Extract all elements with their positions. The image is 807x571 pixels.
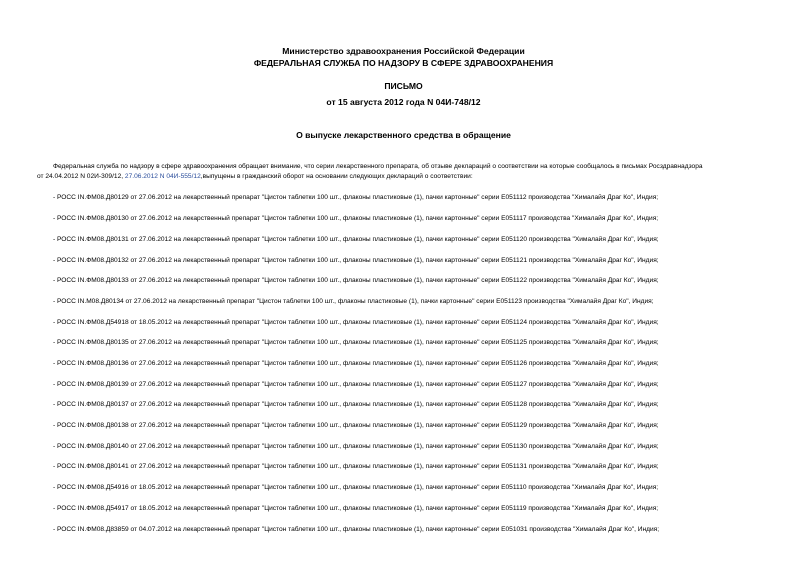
list-item: - РОСС IN.ФМ08.Д80133 от 27.06.2012 на лекарственный препарат "Цистон таблетки 100 шт., флаконы пластиковые (1), пачки картонные" серии Е051122 производства "Хималайя Драг Ко", Индия; — [53, 277, 659, 284]
list-item: - РОСС IN.М08.Д80134 от 27.06.2012 на лекарственный препарат "Цистон таблетки 100 шт., флаконы пластиковые (1), пачки картонные" серии Е051123 производства "Хималайя Драг Ко", Индия; — [53, 298, 654, 305]
document-subject: О выпуске лекарственного средства в обращение — [296, 130, 511, 140]
list-item: - РОСС IN.ФМ08.Д80131 от 27.06.2012 на лекарственный препарат "Цистон таблетки 100 шт., флаконы пластиковые (1), пачки картонные" серии Е051120 производства "Хималайя Драг Ко", Индия; — [53, 236, 659, 243]
ministry-name: Министерство здравоохранения Российской Федерации — [282, 46, 525, 56]
intro-line-1: Федеральная служба по надзору в сфере здравоохранения обращает внимание, что серии лекарственного препарата, об отзыве деклараций о соответствии на которые сообщалось в письмах Росздравнадзора — [53, 163, 703, 170]
list-item: - РОСС IN.ФМ08.Д80136 от 27.06.2012 на лекарственный препарат "Цистон таблетки 100 шт., флаконы пластиковые (1), пачки картонные" серии Е051126 производства "Хималайя Драг Ко", Индия; — [53, 360, 659, 367]
list-item: - РОСС IN.ФМ08.Д80129 от 27.06.2012 на лекарственный препарат "Цистон таблетки 100 шт., флаконы пластиковые (1), пачки картонные" серии Е051112 производства "Хималайя Драг Ко", Индия; — [53, 194, 659, 201]
list-item: - РОСС IN.ФМ08.Д54918 от 18.05.2012 на лекарственный препарат "Цистон таблетки 100 шт., флаконы пластиковые (1), пачки картонные" серии Е051124 производства "Хималайя Драг Ко", Индия; — [53, 319, 659, 326]
list-item: - РОСС IN.ФМ08.Д80130 от 27.06.2012 на лекарственный препарат "Цистон таблетки 100 шт., флаконы пластиковые (1), пачки картонные" серии Е051117 производства "Хималайя Драг Ко", Индия; — [53, 215, 659, 222]
list-item: - РОСС IN.ФМ08.Д54917 от 18.05.2012 на лекарственный препарат "Цистон таблетки 100 шт., флаконы пластиковые (1), пачки картонные" серии Е051119 производства "Хималайя Драг Ко", Индия; — [53, 505, 659, 512]
intro-line-2-start: от 24.04.2012 N 02И-309/12, — [37, 173, 125, 180]
intro-line-2 — [37, 172, 777, 182]
list-item: - РОСС IN.ФМ08.Д80137 от 27.06.2012 на лекарственный препарат "Цистон таблетки 100 шт., флаконы пластиковые (1), пачки картонные" серии Е051128 производства "Хималайя Драг Ко", Индия; — [53, 401, 659, 408]
list-item: - РОСС IN.ФМ08.Д80138 от 27.06.2012 на лекарственный препарат "Цистон таблетки 100 шт., флаконы пластиковые (1), пачки картонные" серии Е051129 производства "Хималайя Драг Ко", Индия; — [53, 422, 659, 429]
letter-link[interactable]: 27.06.2012 N 04И-555/12 — [124, 173, 201, 180]
list-item: - РОСС IN.ФМ08.Д80140 от 27.06.2012 на лекарственный препарат "Цистон таблетки 100 шт., флаконы пластиковые (1), пачки картонные" серии Е051130 производства "Хималайя Драг Ко", Индия; — [53, 443, 659, 450]
list-item: - РОСС IN.ФМ08.Д83859 от 04.07.2012 на лекарственный препарат "Цистон таблетки 100 шт., флаконы пластиковые (1), пачки картонные" серии Е051031 производства "Хималайя Драг Ко", Индия; — [53, 526, 660, 533]
list-item: - РОСС IN.ФМ08.Д80141 от 27.06.2012 на лекарственный препарат "Цистон таблетки 100 шт., флаконы пластиковые (1), пачки картонные" серии Е051131 производства "Хималайя Драг Ко", Индия; — [53, 463, 659, 470]
list-item: - РОСС IN.ФМ08.Д80132 от 27.06.2012 на лекарственный препарат "Цистон таблетки 100 шт., флаконы пластиковые (1), пачки картонные" серии Е051121 производства "Хималайя Драг Ко", Индия; — [53, 257, 659, 264]
document-type: ПИСЬМО — [384, 81, 423, 91]
document-date-number: от 15 августа 2012 года N 04И-748/12 — [326, 97, 481, 107]
intro-line-2-end: ,выпущены в гражданский оборот на основании следующих деклараций о соответствии: — [200, 173, 473, 180]
service-name: ФЕДЕРАЛЬНАЯ СЛУЖБА ПО НАДЗОРУ В СФЕРЕ ЗДРАВООХРАНЕНИЯ — [253, 58, 554, 68]
list-item: - РОСС IN.ФМ08.Д80135 от 27.06.2012 на лекарственный препарат "Цистон таблетки 100 шт., флаконы пластиковые (1), пачки картонные" серии Е051125 производства "Хималайя Драг Ко", Индия; — [53, 339, 659, 346]
intro-paragraph — [37, 162, 777, 182]
list-item: - РОСС IN.ФМ08.Д80139 от 27.06.2012 на лекарственный препарат "Цистон таблетки 100 шт., флаконы пластиковые (1), пачки картонные" серии Е051127 производства "Хималайя Драг Ко", Индия; — [53, 381, 659, 388]
list-item: - РОСС IN.ФМ08.Д54916 от 18.05.2012 на лекарственный препарат "Цистон таблетки 100 шт., флаконы пластиковые (1), пачки картонные" серии Е051110 производства "Хималайя Драг Ко", Индия; — [53, 484, 659, 491]
